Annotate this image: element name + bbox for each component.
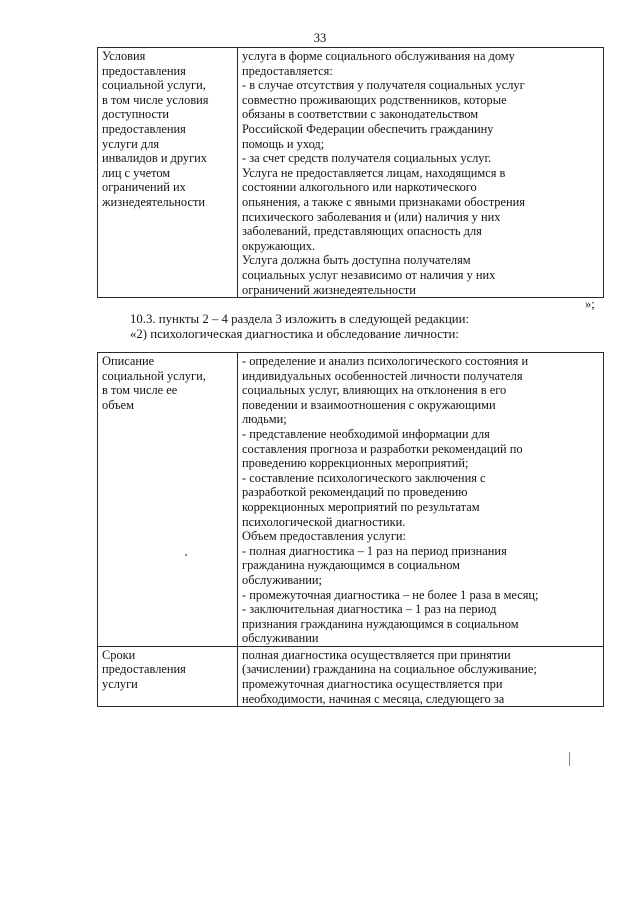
label-line: лиц с учетом (102, 165, 171, 180)
label-line: Описание (102, 354, 155, 368)
content-line: разработкой рекомендаций по проведению (242, 485, 468, 500)
label-line: социальной услуги, (102, 368, 206, 383)
label-line: ограничений их (102, 180, 186, 195)
label-line: социальной услуги, (102, 78, 206, 93)
label-line: объем (102, 397, 134, 412)
conditions-table (97, 47, 604, 298)
content-line: гражданина нуждающимся в социальном (242, 558, 461, 573)
row-content-cell (238, 646, 604, 706)
content-line: людьми; (242, 412, 287, 427)
content-line: психического заболевания и (или) наличия у них (242, 209, 501, 224)
row-content-cell (238, 353, 604, 647)
content-line: социальных услуг, влияющих на отклонения в его (242, 383, 507, 398)
content-line: - в случае отсутствия у получателя социальных услуг (242, 78, 525, 93)
table-row (98, 646, 604, 706)
content-line: заболеваний, представляющих опасность для (242, 224, 482, 239)
label-line: в том числе ее (102, 383, 178, 398)
label-line: доступности (102, 107, 170, 122)
content-line: обслуживании; (242, 572, 322, 587)
label-line: предоставления (102, 63, 186, 78)
label-line: предоставления (102, 121, 186, 136)
content-line: коррекционных мероприятий по результатам (242, 499, 480, 514)
closing-quote-mark: »; (585, 297, 595, 311)
content-line: - составление психологического заключения с (242, 470, 486, 485)
content-line: - представление необходимой информации для (242, 426, 490, 441)
content-line: окружающих. (242, 238, 316, 253)
row-label-cell (98, 353, 238, 647)
content-line: индивидуальных особенностей личности получателя (242, 368, 523, 383)
content-line: совместно проживающих родственников, которые (242, 92, 507, 107)
label-line: Сроки (102, 647, 136, 662)
content-line: обязаны в соответствии с законодательством (242, 107, 479, 122)
page-number: 33 (313, 31, 327, 45)
content-line: Услуга не предоставляется лицам, находящимся в (242, 165, 506, 180)
table-row (98, 48, 604, 298)
content-line: - определение и анализ психологического состояния и (242, 354, 529, 368)
content-line: - промежуточная диагностика – не более 1 раза в месяц; (242, 587, 539, 602)
content-line: Услуга должна быть доступна получателям (242, 253, 471, 268)
label-line: услуги (102, 677, 138, 692)
row-content-cell (238, 48, 604, 298)
content-line: (зачислении) гражданина на социальное обслуживание; (242, 662, 537, 677)
content-line: состоянии алкогольного или наркотического (242, 180, 477, 195)
content-line: социальных услуг независимо от наличия у них (242, 267, 496, 282)
content-line: опьянения, а также с явными признаками обострения (242, 194, 525, 209)
content-line: обслуживании (242, 631, 319, 646)
content-line: услуга в форме социального обслуживания на дому (242, 49, 515, 63)
scan-artifact (185, 554, 187, 556)
content-line: предоставляется: (242, 63, 333, 78)
row-label-cell (98, 48, 238, 298)
label-line: инвалидов и других (102, 151, 207, 166)
table-row (98, 353, 604, 647)
content-line: помощь и уход; (242, 136, 325, 151)
label-line: Условия (102, 49, 146, 63)
section-heading: «2) психологическая диагностика и обследование личности: (130, 327, 459, 341)
content-line: психологической диагностики. (242, 514, 406, 529)
content-line: - полная диагностика – 1 раз на период признания (242, 543, 507, 558)
content-line: ограничений жизнедеятельности (242, 282, 416, 297)
psych-diagnostics-table (97, 352, 604, 707)
content-line: Объем предоставления услуги: (242, 529, 406, 544)
label-line: жизнедеятельности (102, 194, 205, 209)
amendment-instruction: 10.3. пункты 2 – 4 раздела 3 изложить в следующей редакции: (130, 312, 470, 326)
content-line: необходимости, начиная с месяца, следующего за (242, 691, 505, 706)
label-line: предоставления (102, 662, 186, 677)
content-line: проведению коррекционных мероприятий; (242, 456, 469, 471)
content-line: составления прогноза и разработки рекомендаций по (242, 441, 523, 456)
content-line: поведении и взаимоотношения с окружающими (242, 397, 496, 412)
content-line: промежуточная диагностика осуществляется при (242, 677, 503, 692)
row-label-cell (98, 646, 238, 706)
scan-artifact (569, 752, 570, 766)
content-line: - за счет средств получателя социальных услуг. (242, 151, 492, 166)
label-line: услуги для (102, 136, 160, 151)
content-line: полная диагностика осуществляется при принятии (242, 647, 511, 662)
content-line: Российской Федерации обеспечить гражданину (242, 121, 494, 136)
content-line: признания гражданина нуждающимся в социальном (242, 616, 519, 631)
label-line: в том числе условия (102, 92, 209, 107)
content-line: - заключительная диагностика – 1 раз на период (242, 602, 497, 617)
